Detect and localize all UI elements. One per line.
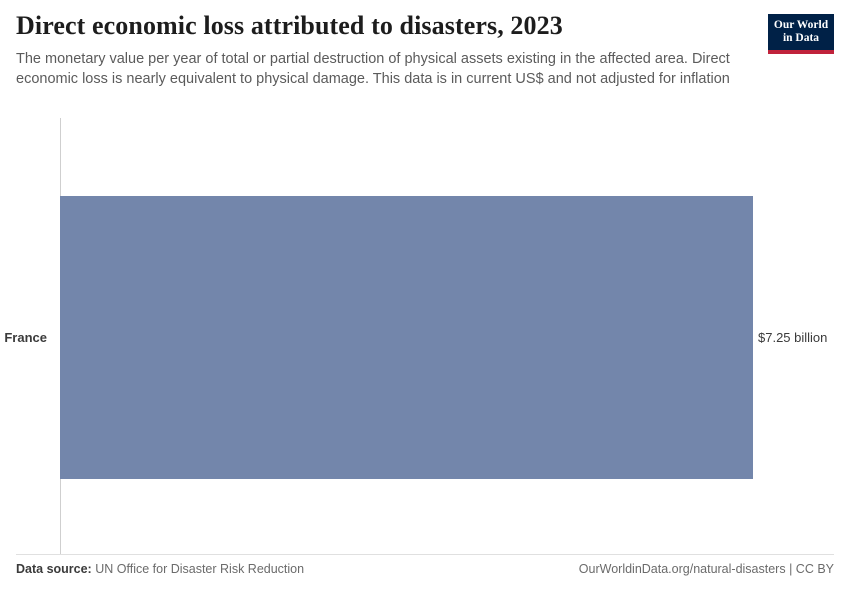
page-title: Direct economic loss attributed to disasters, 2023 [16, 11, 563, 40]
bar-value-label: $7.25 billion [758, 330, 828, 345]
attribution-link[interactable]: OurWorldinData.org/natural-disasters | CC BY [578, 562, 834, 576]
bar-category-label: France [4, 330, 47, 345]
logo-line-1: Our World [773, 19, 829, 32]
data-source-value: UN Office for Disaster Risk Reduction [95, 562, 305, 576]
logo-line-2: in Data [782, 32, 820, 44]
data-source-label: Data source: [16, 562, 92, 576]
bar-chart [0, 118, 850, 553]
bar-row [0, 196, 850, 479]
bar-france[interactable] [60, 196, 753, 479]
our-world-in-data-logo[interactable] [768, 14, 834, 54]
data-source [16, 562, 304, 576]
chart-footer [16, 554, 834, 584]
chart-header [16, 10, 834, 89]
chart-subtitle: The monetary value per year of total or partial destruction of physical assets existing in the affected area. Direct economic loss is nearly equivalent to physical damage. This data is in current US$ and not adjusted for inflation [16, 51, 730, 87]
